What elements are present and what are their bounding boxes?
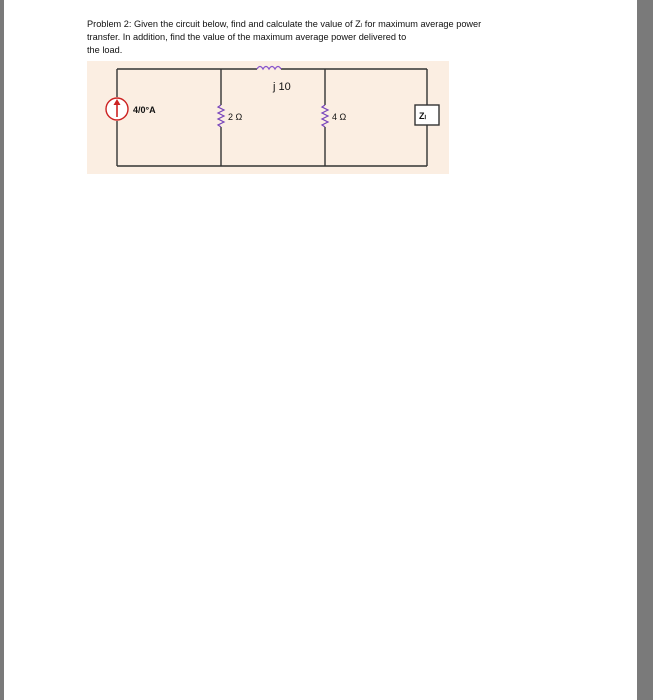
load-label: Zₗ [419, 111, 426, 121]
document-page [4, 0, 637, 700]
resistor-2-ohm-label: 2 Ω [228, 112, 243, 122]
problem-line-2: transfer. In addition, find the value of the maximum average power delivered to [87, 32, 407, 42]
source-label: 4/0°A [133, 105, 156, 115]
problem-line-1: Problem 2: Given the circuit below, find and calculate the value of Zₗ for maximum average power [87, 19, 482, 29]
resistor-4-ohm-label: 4 Ω [332, 112, 347, 122]
problem-statement [87, 18, 557, 57]
circuit-background [87, 61, 449, 174]
inductor-label: j 10 [273, 81, 291, 93]
problem-line-3: the load. [87, 45, 123, 55]
current-source-icon [106, 98, 128, 120]
circuit-diagram [87, 61, 449, 174]
